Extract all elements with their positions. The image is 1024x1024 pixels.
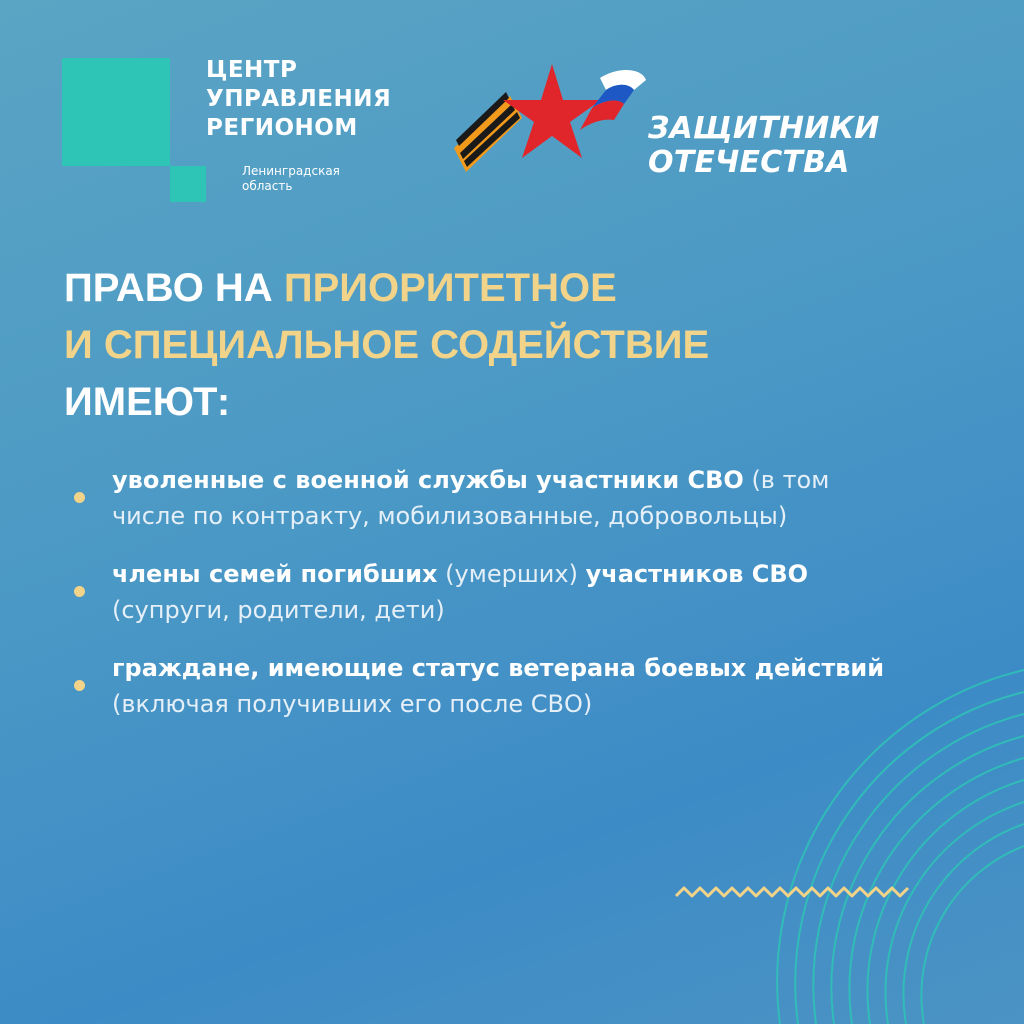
org-region (242, 164, 340, 194)
org-region-line: область (242, 179, 293, 193)
item-normal-text: (в том числе по контракту, мобилизованные, добровольцы) (112, 466, 830, 530)
bullet-dot (74, 492, 85, 503)
org-title-line: ЦЕНТР (206, 57, 298, 83)
item-bold-text: уволенные с военной службы участники СВО (112, 466, 744, 494)
item-normal-text: (включая получивших его после СВО) (112, 690, 593, 718)
bullet-dot (74, 586, 85, 597)
bullet-dot (74, 680, 85, 691)
item-normal-text: (супруги, родители, дети) (112, 596, 445, 624)
title-line-3: ИМЕЮТ: (64, 380, 231, 424)
item-bold-text: граждане, имеющие статус ветерана боевых действий (112, 654, 885, 682)
logo-square-small (170, 166, 206, 202)
title-part-gold: ПРИОРИТЕТНОЕ (283, 266, 617, 310)
logo-square-large (62, 58, 170, 166)
emblem-title-line: ЗАЩИТНИКИ (648, 111, 880, 146)
org-title-line: УПРАВЛЕНИЯ (206, 86, 392, 112)
defenders-emblem (452, 60, 652, 190)
org-title (206, 56, 391, 143)
list-item (74, 462, 904, 534)
decorative-arcs (760, 600, 1024, 1024)
org-region-line: Ленинградская (242, 164, 340, 178)
page-title (64, 260, 709, 431)
emblem-title (648, 112, 880, 180)
emblem-title-line: ОТЕЧЕСТВА (648, 145, 850, 180)
russian-flag-ribbon-icon (580, 70, 646, 130)
org-title-line: РЕГИОНОМ (206, 115, 358, 141)
item-normal-text: (умерших) (437, 560, 586, 588)
decorative-zigzag (674, 884, 914, 900)
title-part-white: ПРАВО НА (64, 266, 284, 310)
title-line-1 (64, 260, 709, 317)
title-line-2: И СПЕЦИАЛЬНОЕ СОДЕЙСТВИЕ (64, 323, 710, 367)
item-bold-text: члены семей погибших (112, 560, 438, 588)
item-bold-text: участников СВО (585, 560, 809, 588)
